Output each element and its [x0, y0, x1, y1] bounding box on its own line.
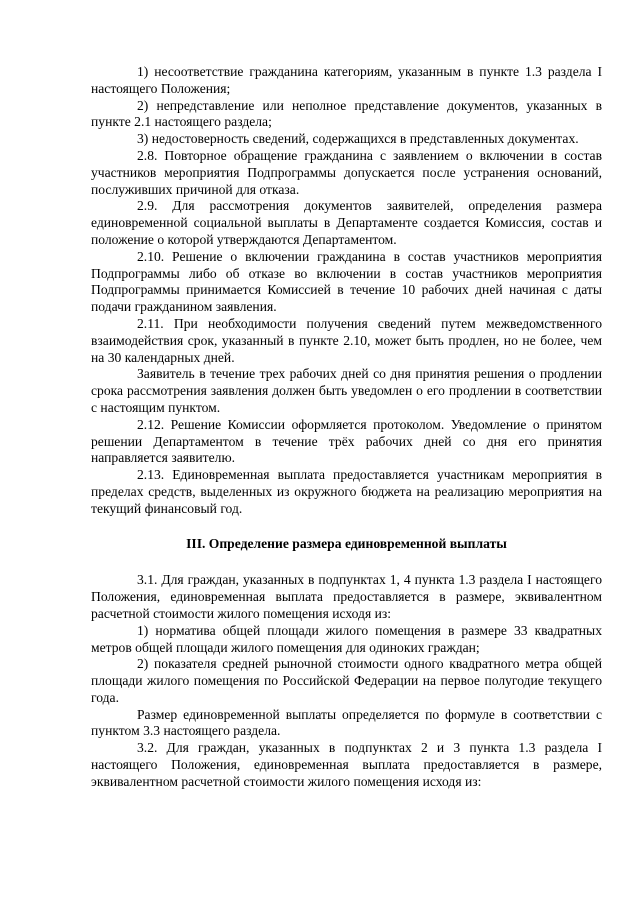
- paragraph-reason-1: 1) несоответствие гражданина категориям, указанным в пункте 1.3 раздела I настоящего Положения;: [91, 64, 602, 96]
- paragraph-2-12: 2.12. Решение Комиссии оформляется протоколом. Уведомление о принятом решении Департаментом в течение трёх рабочих дней со дня его принятия направляется заявителю.: [91, 416, 602, 466]
- paragraph-3-2: 3.2. Для граждан, указанных в подпунктах 2 и 3 пункта 1.3 раздела I настоящего Положения, единовременная выплата предоставляется в размере, эквивалентном расчетной стоимости жилого помещения исходя из:: [91, 740, 602, 789]
- paragraph-2-10: 2.10. Решение о включении гражданина в состав участников мероприятия Подпрограммы либо об отказе во включении в состав участников мероприятия Подпрограммы принимается Комиссией в течение 10 рабочих дней начиная с даты подачи гражданином заявления.: [91, 248, 602, 315]
- paragraph-2-11-notice: Заявитель в течение трех рабочих дней со дня принятия решения о продлении срока рассмотрения заявления должен быть уведомлен о его продлении в соответствии с настоящим пунктом.: [91, 366, 602, 415]
- document-page: [91, 64, 602, 791]
- paragraph-2-9: 2.9. Для рассмотрения документов заявителей, определения размера единовременной социальной выплаты в Департаменте создается Комиссия, состав и положение о которой утверждаются Департаментом.: [91, 198, 602, 247]
- paragraph-3-1-item-1: 1) норматива общей площади жилого помещения в размере 33 квадратных метров общей площади жилого помещения для одиноких граждан;: [91, 622, 602, 655]
- paragraph-formula-note: Размер единовременной выплаты определяется по формуле в соответствии с пунктом 3.3 настоящего раздела.: [91, 706, 602, 739]
- paragraph-2-13: 2.13. Единовременная выплата предоставляется участникам мероприятия в пределах средств, выделенных из окружного бюджета на реализацию мероприятия на текущий финансовый год.: [91, 467, 602, 516]
- paragraph-reason-2: 2) непредставление или неполное представление документов, указанных в пункте 2.1 настоящего раздела;: [91, 97, 602, 130]
- paragraph-2-11: 2.11. При необходимости получения сведений путем межведомственного взаимодействия срок, указанный в пункте 2.10, может быть продлен, но не более, чем на 30 календарных дней.: [91, 315, 602, 365]
- paragraph-2-8: 2.8. Повторное обращение гражданина с заявлением о включении в состав участников мероприятия Подпрограммы допускается после устранения оснований, послуживших причиной для отказа.: [91, 147, 602, 197]
- section-heading: III. Определение размера единовременной выплаты: [186, 535, 507, 551]
- paragraph-reason-3: 3) недостоверность сведений, содержащихся в представленных документах.: [137, 131, 579, 147]
- paragraph-3-1-item-2: 2) показателя средней рыночной стоимости одного квадратного метра общей площади жилого помещения по Российской Федерации на первое полугодие текущего года.: [91, 656, 602, 705]
- paragraph-3-1: 3.1. Для граждан, указанных в подпунктах 1, 4 пункта 1.3 раздела I настоящего Положения, единовременная выплата предоставляется в размере, эквивалентном расчетной стоимости жилого помещения исходя из:: [91, 572, 602, 621]
